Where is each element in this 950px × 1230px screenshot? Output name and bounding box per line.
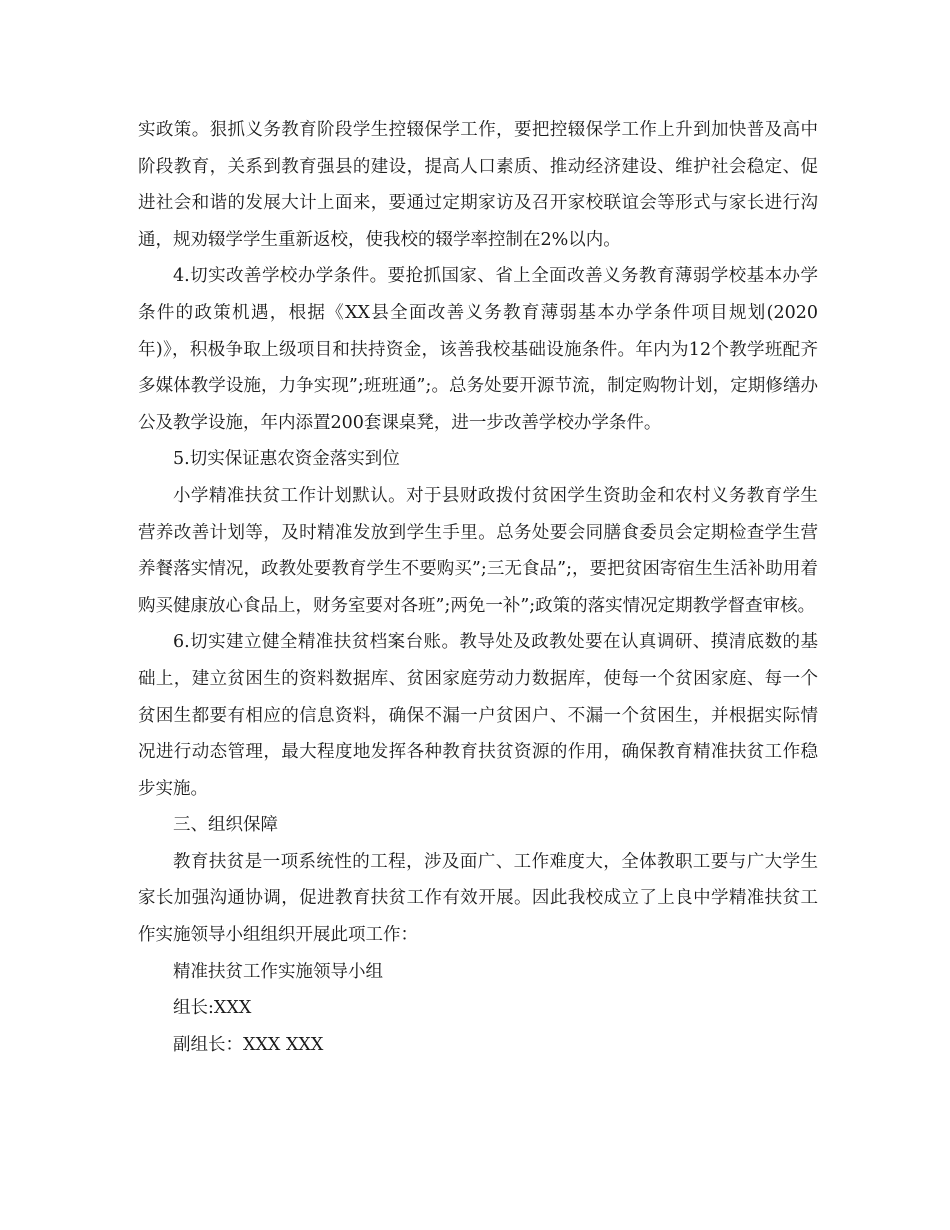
heading-funds-in-place: 5.切实保证惠农资金落实到位 xyxy=(173,449,400,470)
paragraph-dropout-policy: 实政策。狠抓义务教育阶段学生控辍保学工作，要把控辍保学工作上升到加快普及高中阶段教育，关系到教育强县的建设，提高人口素质、推动经济建设、维护社会稳定、促进社会和谐的发展大计上面来，要通过定期家访及召开家校联谊会等形式与家长进行沟通，规劝辍学学生重新返校，使我校的辍学率控制在2%以内。 xyxy=(138,120,818,250)
document-body xyxy=(138,112,818,1063)
group-leader: 组长:XXX xyxy=(173,998,252,1019)
deputy-group-leader: 副组长：XXX XXX xyxy=(173,1034,324,1055)
leading-group-title: 精准扶贫工作实施领导小组 xyxy=(173,961,383,982)
paragraph-archive-ledger: 6.切实建立健全精准扶贫档案台账。教导处及政教处要在认真调研、摸清底数的基础上，建立贫困生的资料数据库、贫困家庭劳动力数据库，使每一个贫困家庭、每一个贫困生都要有相应的信息资料，确保不漏一户贫困户、不漏一个贫困生，并根据实际情况进行动态管理，最大程度地发挥各种教育扶贫资源的作用，确保教育精准扶贫工作稳步实施。 xyxy=(138,632,818,799)
heading-organization: 三、组织保障 xyxy=(173,815,278,836)
paragraph-organization-intro: 教育扶贫是一项系统性的工程，涉及面广、工作难度大，全体教职工要与广大学生家长加强沟通协调，促进教育扶贫工作有效开展。因此我校成立了上良中学精准扶贫工作实施领导小组组织开展此项工作： xyxy=(138,851,818,946)
paragraph-improve-conditions: 4.切实改善学校办学条件。要抢抓国家、省上全面改善义务教育薄弱学校基本办学条件的政策机遇，根据《XX县全面改善义务教育薄弱基本办学条件项目规划(2020年)》，积极争取上级项目和扶持资金，该善我校基础设施条件。年内为12个教学班配齐多媒体教学设施，力争实现”;班班通”;。总务处要开源节流，制定购物计划，定期修缮办公及教学设施，年内添置200套课桌凳，进一步改善学校办学条件。 xyxy=(138,266,818,433)
paragraph-subsidy-distribution: 小学精准扶贫工作计划默认。对于县财政拨付贫困学生资助金和农村义务教育学生营养改善计划等，及时精准发放到学生手里。总务处要会同膳食委员会定期检查学生营养餐落实情况，政教处要教育学生不要购买”;三无食品”;，要把贫困寄宿生生活补助用着购买健康放心食品上，财务室要对各班”;两免一补”;政策的落实情况定期教学督查审核。 xyxy=(138,485,818,616)
